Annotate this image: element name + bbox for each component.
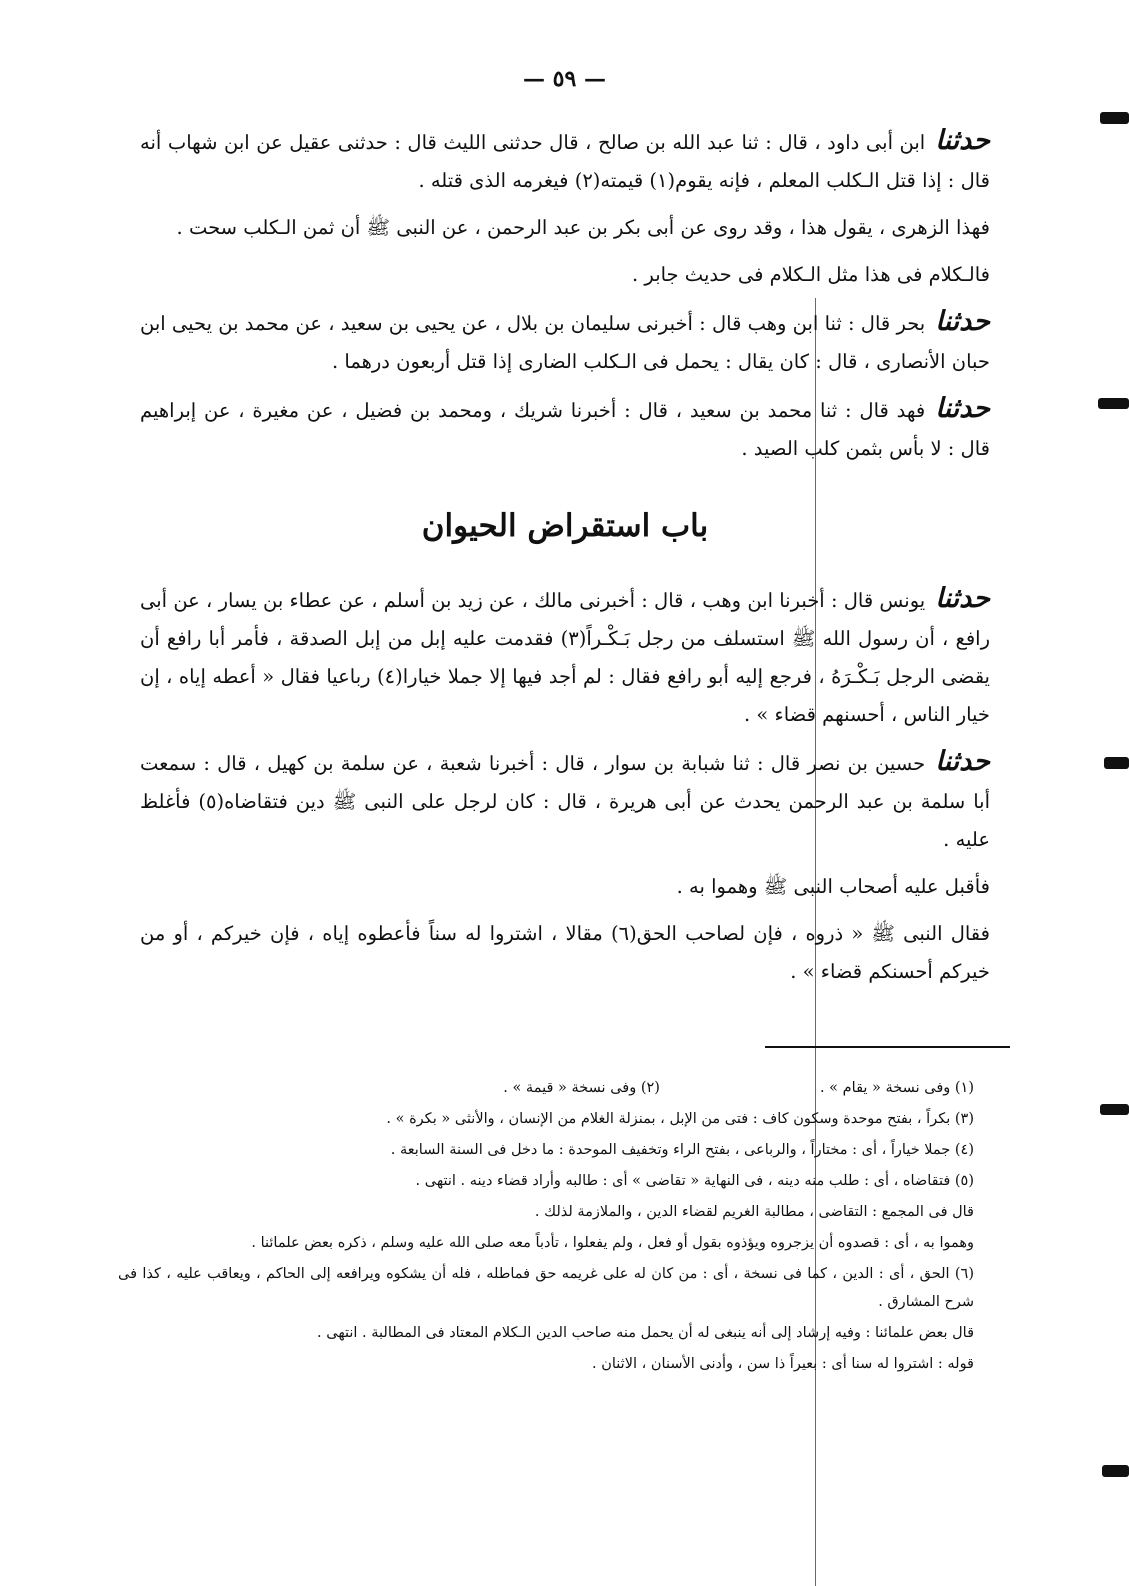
footnote-5-continued: وهموا به ، أى : قصدوه أن يزجروه ويؤذوه بقول أو فعل ، ولم يفعلوا ، تأدباً معه صلى الله عليه وسلم ، ذكره بعض علمائنا . <box>251 1235 974 1251</box>
paragraph-keyword: حدثنا <box>935 746 990 777</box>
page-number: — ٥٩ — <box>523 66 606 92</box>
footnote-4: (٤) جملا خياراً ، أى : مختاراً ، والرباعى ، بفتح الراء وتخفيف الموحدة : ما دخل فى السنة السابعة . <box>390 1142 974 1158</box>
main-text <box>140 122 990 1000</box>
paragraph-text: فقال النبى ﷺ « ذروه ، فإن لصاحب الحق(٦) مقالا ، اشتروا له سناً فأعطوه إياه ، فإن خيركم ، أو من خيركم أحسنكم قضاء » . <box>140 922 990 983</box>
paragraph-text: حسين بن نصر قال : ثنا شبابة بن سوار ، قال : أخبرنا شعبة ، عن سلمة بن كهيل ، قال : سمعت أبا سلمة بن عبد الرحمن يحدث عن أبى هريرة ، قال : كان لرجل على النبى ﷺ دين فتقاضاه(٥) فأغلظ عليه . <box>140 752 990 851</box>
paragraph-text: يونس قال : أخبرنا ابن وهب ، قال : أخبرنى مالك ، عن زيد بن أسلم ، عن عطاء بن يسار ، عن أبى رافع ، أن رسول الله ﷺ استسلف من رجل بَـكْـراً(٣) فقدمت عليه إبل من إبل الصدقة ، فأمر أبا رافع أن يقضى الرجل بَـكْـرَهُ ، فرجع إليه أبو رافع فقال : لم أجد فيها إلا جملا خيارا(٤) رباعيا فقال « أعطه إياه ، إن خيار الناس ، أحسنهم قضاء » . <box>140 589 990 726</box>
footnote-1: (١) وفى نسخة « يقام » . <box>819 1080 974 1096</box>
hadith-paragraph <box>140 743 990 859</box>
commentary-paragraph <box>140 209 990 247</box>
footnotes <box>118 1074 974 1381</box>
commentary-paragraph <box>140 915 990 991</box>
footnote-6-continued: قال بعض علمائنا : وفيه إرشاد إلى أنه ينبغى له أن يحمل منه صاحب الدين الـكلام المعتاد فى المطالبة . انتهى . <box>317 1325 974 1341</box>
footnote-3: (٣) بكراً ، بفتح موحدة وسكون كاف : فتى من الإبل ، بمنزلة الغلام من الإنسان ، والأنثى « بكرة » . <box>386 1111 974 1127</box>
paragraph-text: فالـكلام فى هذا مثل الـكلام فى حديث جابر . <box>632 263 990 286</box>
binding-mark <box>1102 1465 1129 1477</box>
binding-mark <box>1100 1104 1129 1115</box>
paragraph-keyword: حدثنا <box>935 125 990 156</box>
binding-mark <box>1098 398 1129 409</box>
commentary-paragraph <box>140 868 990 906</box>
paragraph-text: بحر قال : ثنا ابن وهب قال : أخبرنى سليمان بن بلال ، عن يحيى بن سعيد ، عن محمد بن يحيى ابن حبان الأنصارى ، قال : كان يقال : يحمل فى الـكلب الضارى إذا قتل أربعون درهما . <box>140 312 990 373</box>
paragraph-keyword: حدثنا <box>935 306 990 337</box>
hadith-paragraph <box>140 390 990 468</box>
footnote-5-continued: قال فى المجمع : التقاضى ، مطالبة الغريم لقضاء الدين ، والملازمة لذلك . <box>534 1204 974 1220</box>
binding-mark <box>1100 112 1129 124</box>
section-heading: باب استقراض الحيوان <box>421 508 709 544</box>
paragraph-text: فهد قال : ثنا محمد بن سعيد ، قال : أخبرنا شريك ، ومحمد بن فضيل ، عن مغيرة ، عن إبراهيم قال : لا بأس بثمن كلب الصيد . <box>140 399 990 460</box>
paragraph-text: ابن أبى داود ، قال : ثنا عبد الله بن صالح ، قال حدثنى الليث قال : حدثنى عقيل عن ابن شهاب أنه قال : إذا قتل الـكلب المعلم ، فإنه يقوم(١) قيمته(٢) فيغرمه الذى قتله . <box>140 131 990 192</box>
footnote-separator <box>765 1046 1010 1048</box>
hadith-paragraph <box>140 122 990 200</box>
footnote-row <box>118 1074 974 1102</box>
hadith-paragraph <box>140 303 990 381</box>
paragraph-keyword: حدثنا <box>935 393 990 424</box>
footnote-2: (٢) وفى نسخة « قيمة » . <box>503 1080 660 1096</box>
footnote-5: (٥) فتقاضاه ، أى : طلب منه دينه ، فى النهاية « تقاضى » أى : طالبه وأراد قضاء دينه . انتهى . <box>415 1173 974 1189</box>
commentary-paragraph <box>140 256 990 294</box>
binding-mark <box>1104 757 1129 769</box>
hadith-paragraph <box>140 580 990 734</box>
footnote-6-continued: قوله : اشتروا له سنا أى : بعيراً ذا سن ، وأدنى الأسنان ، الاثنان . <box>592 1356 974 1372</box>
paragraph-text: فأقبل عليه أصحاب النبى ﷺ وهموا به . <box>676 875 990 898</box>
paragraph-keyword: حدثنا <box>935 583 990 614</box>
paragraph-text: فهذا الزهرى ، يقول هذا ، وقد روى عن أبى بكر بن عبد الرحمن ، عن النبى ﷺ أن ثمن الـكلب سحت . <box>176 216 990 239</box>
footnote-6: (٦) الحق ، أى : الدين ، كما فى نسخة ، أى : من كان له على غريمه حق فماطله ، فله أن يشكوه ويرافعه إلى الحاكم ، ويعاقب عليه ، كذا فى شرح المشارق . <box>118 1266 974 1310</box>
